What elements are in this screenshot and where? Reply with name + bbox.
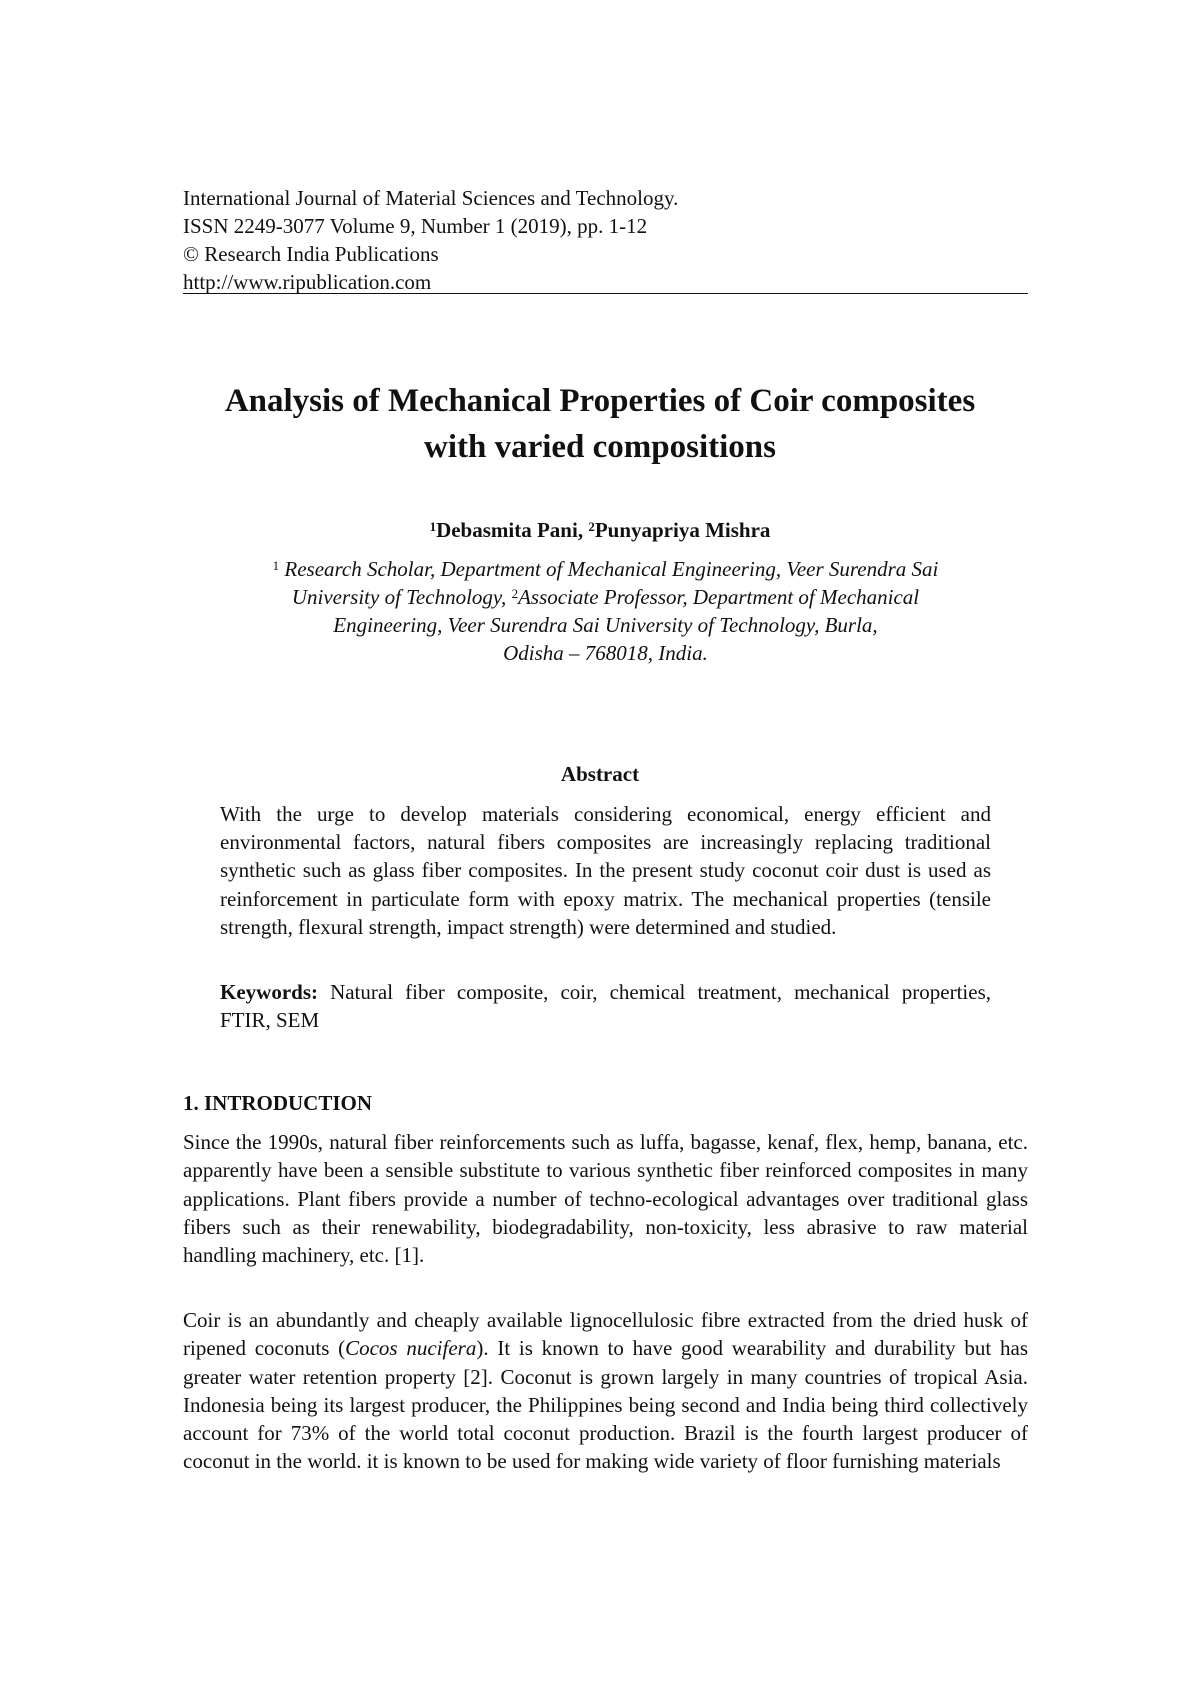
journal-url[interactable]: http://www.ripublication.com [183, 270, 432, 294]
affiliation-line-1: $^1$ Research Scholar, Department of Mechanical Engineering, Veer Surendra Sai [272, 557, 939, 581]
author-affiliations [183, 555, 1028, 667]
author-2-name: Punyapriya Mishra [594, 518, 771, 542]
author-1-name: Debasmita Pani, [436, 518, 584, 542]
journal-issn: ISSN 2249-3077 Volume 9, Number 1 (2019), pp. 1-12 [183, 214, 648, 238]
paper-title [150, 378, 1050, 470]
title-line-1: Analysis of Mechanical Properties of Coir composites [224, 383, 976, 419]
keywords-text: Natural fiber composite, coir, chemical treatment, mechanical properties, FTIR, SEM [220, 980, 991, 1033]
abstract-text: With the urge to develop materials considering economical, energy efficient and environmental factors, natural fibers composites are increasingly replacing traditional synthetic such as glass fiber composites. In the present study coconut coir dust is used as reinforcement in particulate form with epoxy matrix. The mechanical properties (tensile strength, flexural strength, impact strength) were determined and studied. [220, 802, 991, 939]
intro-paragraph-1: Since the 1990s, natural fiber reinforcements such as luffa, bagasse, kenaf, flex, hemp, banana, etc. apparently have been a sensible substitute to various synthetic fiber reinforced composites in many applications. Plant fibers provide a number of techno-ecological advantages over traditional glass fibers such as their renewability, biodegradability, non-toxicity, less abrasive to raw material handling machinery, etc. [1]. [183, 1130, 1028, 1268]
journal-name: International Journal of Material Sciences and Technology. [183, 186, 679, 210]
affiliation-1-superscript: 1 [272, 558, 280, 573]
affiliation-2-superscript: 2 [511, 586, 519, 601]
affiliation-line-2: University of Technology, $^2$Associate Professor, Department of Mechanical [291, 585, 920, 609]
intro-paragraph-2: Coir is an abundantly and cheaply available lignocellulosic fibre extracted from the dried husk of ripened coconuts (Cocos nucifera). It is known to have good wearability and durability but has greater water retention property [2]. Coconut is grown largely in many countries of tropical Asia. Indonesia being its largest producer, the Philippines being second and India being third collectively account for 73% of the world total coconut production. Brazil is the fourth largest producer of coconut in the world. it is known to be used for making wide variety of floor furnishing materials [183, 1308, 1028, 1474]
affiliation-line-3: Engineering, Veer Surendra Sai University of Technology, Burla, [333, 613, 878, 637]
keywords [220, 978, 991, 1034]
keywords-label: Keywords: [220, 980, 318, 1004]
journal-copyright: © Research India Publications [183, 242, 439, 266]
title-line-2: with varied compositions [423, 429, 776, 465]
section-heading-introduction: 1. INTRODUCTION [183, 1091, 373, 1115]
author-1-superscript: 1 [429, 519, 437, 534]
header-divider [183, 293, 1028, 294]
journal-header [183, 184, 1028, 296]
author-2-superscript: 2 [588, 519, 595, 534]
abstract-heading: Abstract [560, 762, 640, 786]
affiliation-line-4: Odisha – 768018, India. [503, 641, 708, 665]
species-name: Cocos nucifera [345, 1336, 477, 1361]
author-list [150, 516, 1050, 544]
